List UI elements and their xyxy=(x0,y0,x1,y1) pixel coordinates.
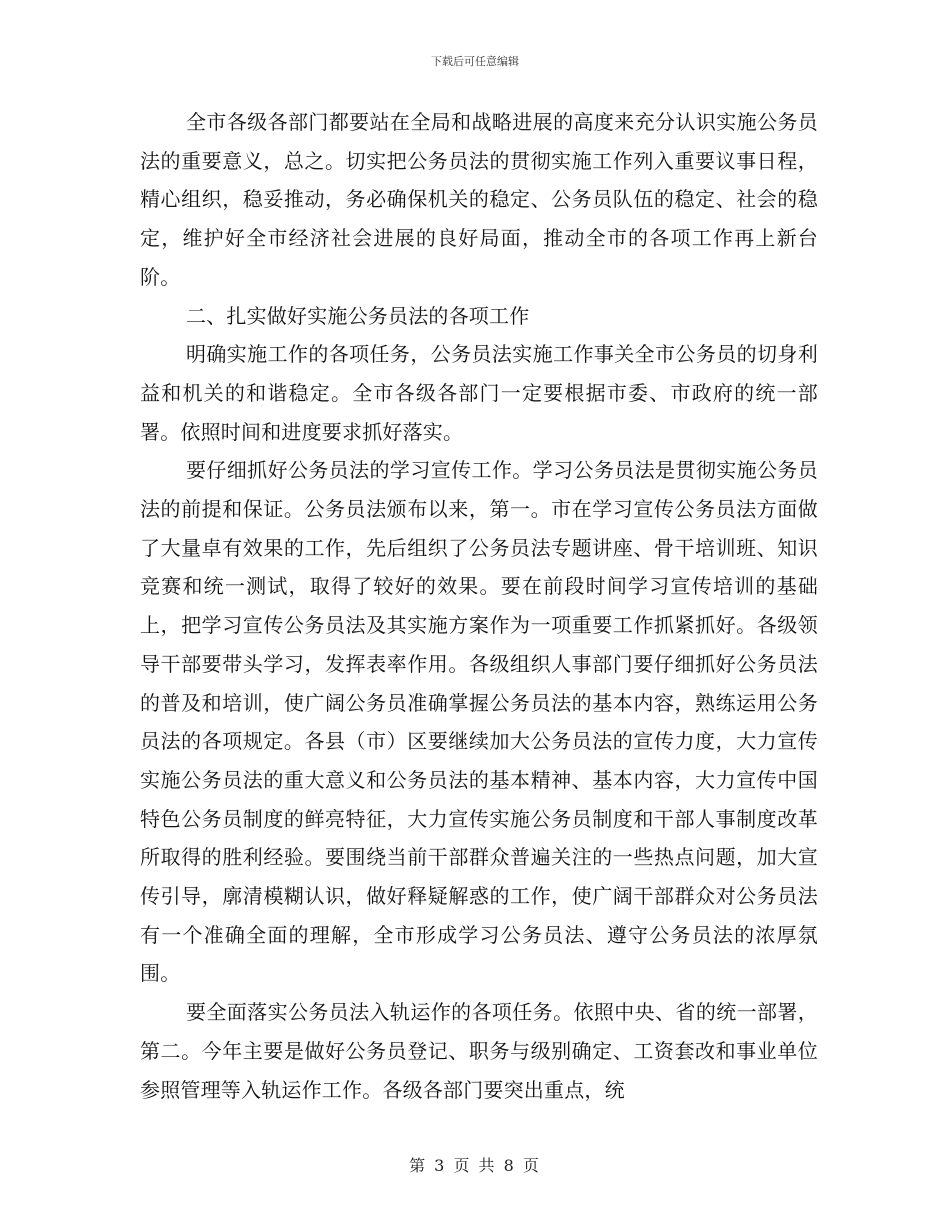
paragraph: 明确实施工作的各项任务，公务员法实施工作事关全市公务员的切身利益和机关的和谐稳定。全市各级各部门一定要根据市委、市政府的统一部署。依照时间和进度要求抓好落实。 xyxy=(140,342,818,444)
paragraph: 全市各级各部门都要站在全局和战略进展的高度来充分认识实施公务员法的重要意义，总之。切实把公务员法的贯彻实施工作列入重要议事日程，精心组织，稳妥推动，务必确保机关的稳定、公务员队伍的稳定、社会的稳定，维护好全市经济社会进展的良好局面，推动全市的各项工作再上新台阶。 xyxy=(140,110,818,289)
page-header: 下载后可任意编辑 xyxy=(431,55,519,68)
paragraph: 要全面落实公务员法入轨运作的各项任务。依照中央、省的统一部署，第二。今年主要是做好公务员登记、职务与级别确定、工资套改和事业单位参照管理等入轨运作工作。各级各部门要突出重点，统 xyxy=(140,1000,818,1102)
section-heading: 二、扎实做好实施公务员法的各项工作 xyxy=(186,303,530,328)
page-footer: 第 3 页 共 8 页 xyxy=(409,1156,541,1175)
paragraph: 要仔细抓好公务员法的学习宣传工作。学习公务员法是贯彻实施公务员法的前提和保证。公务员法颁布以来，第一。市在学习宣传公务员法方面做了大量卓有效果的工作，先后组织了公务员法专题讲座、骨干培训班、知识竞赛和统一测试，取得了较好的效果。要在前段时间学习宣传培训的基础上，把学习宣传公务员法及其实施方案作为一项重要工作抓紧抓好。各级领导干部要带头学习，发挥表率作用。各级组织人事部门要仔细抓好公务员法的普及和培训，使广阔公务员准确掌握公务员法的基本内容，熟练运用公务员法的各项规定。各县（市）区要继续加大公务员法的宣传力度，大力宣传实施公务员法的重大意义和公务员法的基本精神、基本内容，大力宣传中国特色公务员制度的鲜亮特征，大力宣传实施公务员制度和干部人事制度改革所取得的胜利经验。要围绕当前干部群众普遍关注的一些热点问题，加大宣传引导，廓清模糊认识，做好释疑解惑的工作，使广阔干部群众对公务员法有一个准确全面的理解，全市形成学习公务员法、遵守公务员法的浓厚氛围。 xyxy=(140,458,818,986)
document-body xyxy=(140,103,818,1109)
